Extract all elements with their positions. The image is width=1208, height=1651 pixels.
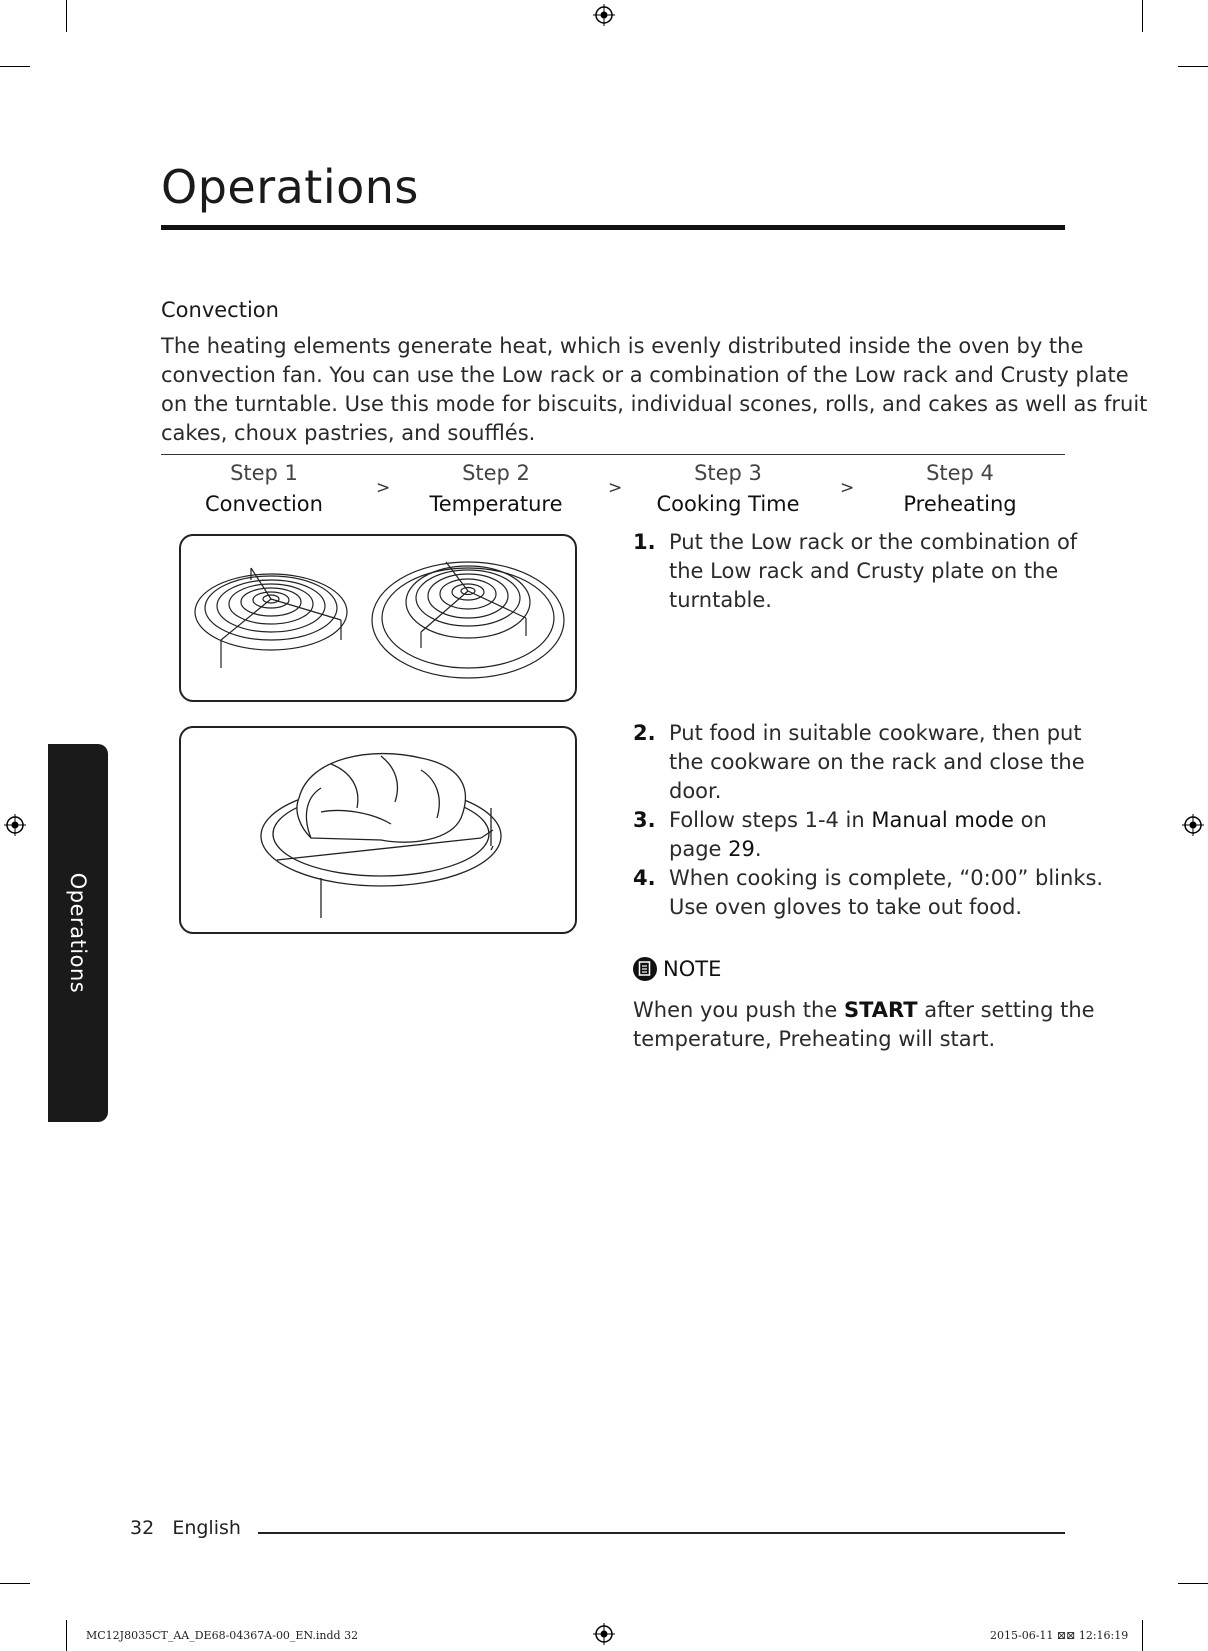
step-4 xyxy=(860,458,1060,520)
side-tab-label: Operations xyxy=(66,872,90,994)
crop-mark xyxy=(0,1583,30,1584)
chicken-image xyxy=(181,728,575,932)
instruction-text-part: Follow steps 1-4 in xyxy=(669,808,872,832)
instruction-list-2 xyxy=(633,719,1104,922)
note-icon xyxy=(633,957,657,981)
start-button-label: START xyxy=(843,998,918,1022)
instruction-item xyxy=(633,864,1104,922)
registration-mark-icon xyxy=(1182,814,1204,836)
step-name: Cooking Time xyxy=(656,492,800,516)
instruction-line: Put food in suitable cookware, then put xyxy=(669,721,1082,745)
instruction-line: the Low rack and Crusty plate on the xyxy=(669,559,1059,583)
instruction-line: the cookware on the rack and close the xyxy=(669,750,1085,774)
title-rule xyxy=(161,225,1065,230)
step-name: Temperature xyxy=(429,492,563,516)
instruction-text xyxy=(669,864,1104,922)
crop-mark xyxy=(1142,1620,1143,1651)
instruction-line: Put the Low rack or the combination of xyxy=(669,530,1078,554)
slug-datetime: 2015-06-11 ⊠⊠ 12:16:19 xyxy=(990,1629,1129,1642)
step-separator: > xyxy=(608,478,623,498)
side-tab xyxy=(48,744,108,1122)
crop-mark xyxy=(1142,0,1143,32)
note-line xyxy=(633,996,1095,1025)
step-number: Step 1 xyxy=(230,461,298,485)
note-line: temperature, Preheating will start. xyxy=(633,1027,996,1051)
registration-mark-icon xyxy=(593,1623,615,1645)
instruction-number: 2. xyxy=(633,721,656,745)
step-number: Step 3 xyxy=(694,461,762,485)
instruction-text-part: page xyxy=(669,837,729,861)
intro-line: convection fan. You can use the Low rack or a combination of the Low rack and Crusty plate xyxy=(161,363,1129,387)
note-text-part: When you push the xyxy=(633,998,844,1022)
step-3 xyxy=(628,458,828,520)
note-heading xyxy=(633,957,721,981)
low-rack-image xyxy=(181,536,575,700)
note-body xyxy=(633,996,1095,1054)
instruction-line: When cooking is complete, “0:00” blinks. xyxy=(669,866,1104,890)
instruction-line xyxy=(669,835,1073,864)
step-separator: > xyxy=(840,478,855,498)
instruction-number: 1. xyxy=(633,530,656,554)
step-number: Step 4 xyxy=(926,461,994,485)
instruction-item xyxy=(633,806,1073,864)
instruction-item xyxy=(633,719,1085,806)
instruction-text xyxy=(669,528,1078,615)
step-separator: > xyxy=(376,478,391,498)
instruction-text xyxy=(669,719,1085,806)
steps-rule xyxy=(161,454,1065,455)
section-heading: Convection xyxy=(161,298,279,322)
food-on-rack-illustration xyxy=(179,726,577,934)
crop-mark xyxy=(1178,66,1208,67)
crop-mark xyxy=(66,0,67,32)
step-name: Convection xyxy=(205,492,323,516)
instruction-number: 3. xyxy=(633,808,656,832)
intro-paragraph xyxy=(161,332,1148,448)
step-number: Step 2 xyxy=(462,461,530,485)
page-title: Operations xyxy=(161,160,419,214)
page-reference-link[interactable]: 29 xyxy=(728,837,755,861)
manual-mode-link[interactable]: Manual mode xyxy=(871,808,1014,832)
registration-mark-icon xyxy=(4,814,26,836)
instruction-item xyxy=(633,528,1078,615)
step-1 xyxy=(164,458,364,520)
crop-mark xyxy=(0,66,30,67)
instruction-line xyxy=(669,806,1073,835)
instruction-text-part: on xyxy=(1013,808,1047,832)
instruction-line: turntable. xyxy=(669,588,772,612)
note-label: NOTE xyxy=(663,957,722,981)
intro-line: on the turntable. Use this mode for biscuits, individual scones, rolls, and cakes as well as fruit xyxy=(161,392,1148,416)
intro-line: cakes, choux pastries, and soufflés. xyxy=(161,421,536,445)
rack-illustration xyxy=(179,534,577,702)
instruction-text xyxy=(669,806,1073,864)
registration-mark-icon xyxy=(593,4,615,26)
instruction-line: door. xyxy=(669,779,722,803)
footer-rule xyxy=(258,1532,1065,1534)
step-name: Preheating xyxy=(903,492,1017,516)
page-number: 32 xyxy=(130,1517,155,1539)
crop-mark xyxy=(66,1620,67,1651)
footer xyxy=(130,1517,241,1539)
footer-language: English xyxy=(172,1517,241,1539)
instruction-number: 4. xyxy=(633,866,656,890)
instruction-line: Use oven gloves to take out food. xyxy=(669,895,1023,919)
step-2 xyxy=(396,458,596,520)
note-text-part: after setting the xyxy=(917,998,1095,1022)
crop-mark xyxy=(1178,1583,1208,1584)
instruction-text-part: . xyxy=(754,837,762,861)
intro-line: The heating elements generate heat, which is evenly distributed inside the oven by the xyxy=(161,334,1084,358)
instruction-list-1 xyxy=(633,528,1078,615)
slug-filename: MC12J8035CT_AA_DE68-04367A-00_EN.indd 32 xyxy=(86,1629,359,1642)
